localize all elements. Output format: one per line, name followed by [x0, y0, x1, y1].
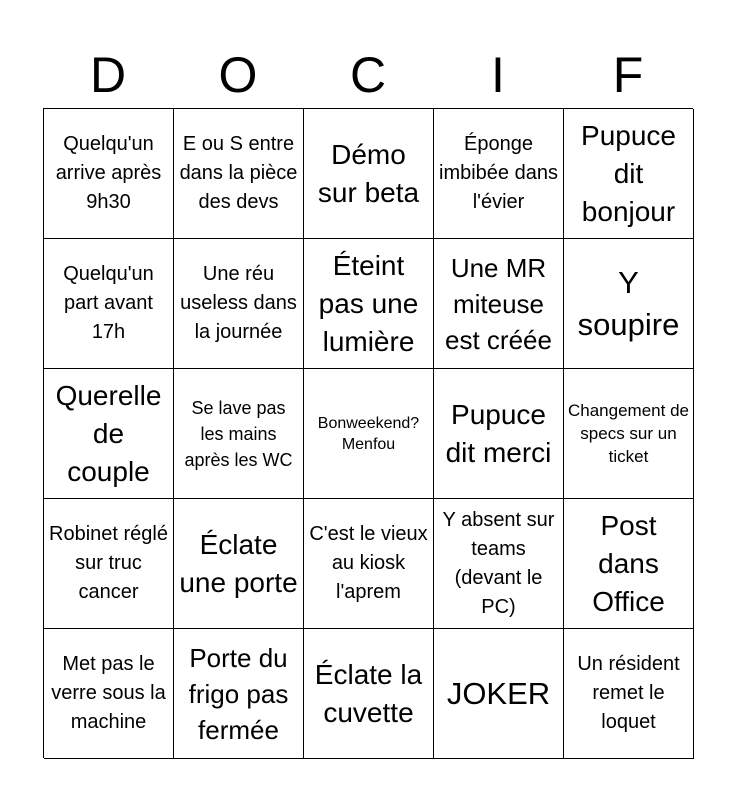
bingo-cell: Se lave pas les mains après les WC: [174, 369, 304, 499]
bingo-cell: E ou S entre dans la pièce des devs: [174, 109, 304, 239]
bingo-grid: [43, 108, 693, 758]
bingo-cell: Éteint pas une lumière: [304, 239, 434, 369]
bingo-header: [43, 44, 693, 106]
bingo-cell: Une réu useless dans la journée: [174, 239, 304, 369]
bingo-cell: Une MR miteuse est créée: [434, 239, 564, 369]
header-letter-o: O: [218, 47, 258, 103]
header-letter-f: F: [612, 47, 644, 103]
bingo-cell: Pupuce dit merci: [434, 369, 564, 499]
bingo-cell: Y soupire: [564, 239, 694, 369]
bingo-cell: Éponge imbibée dans l'évier: [434, 109, 564, 239]
header-letter-c: C: [349, 47, 387, 103]
bingo-cell: Quelqu'un arrive après 9h30: [44, 109, 174, 239]
bingo-cell: Un résident remet le loquet: [564, 629, 694, 759]
bingo-cell-free: Bonweekend? Menfou: [304, 369, 434, 499]
bingo-cell: Porte du frigo pas fermée: [174, 629, 304, 759]
bingo-cell: C'est le vieux au kiosk l'aprem: [304, 499, 434, 629]
bingo-cell: Post dans Office: [564, 499, 694, 629]
bingo-cell: Démo sur beta: [304, 109, 434, 239]
bingo-cell: JOKER: [434, 629, 564, 759]
bingo-cell: Quelqu'un part avant 17h: [44, 239, 174, 369]
bingo-cell: Éclate une porte: [174, 499, 304, 629]
bingo-cell: Querelle de couple: [44, 369, 174, 499]
header-letter-d: D: [89, 47, 127, 103]
bingo-cell: Pupuce dit bonjour: [564, 109, 694, 239]
bingo-cell: Robinet réglé sur truc cancer: [44, 499, 174, 629]
bingo-cell: Met pas le verre sous la machine: [44, 629, 174, 759]
bingo-cell: Changement de specs sur un ticket: [564, 369, 694, 499]
bingo-cell: Y absent sur teams (devant le PC): [434, 499, 564, 629]
bingo-cell: Éclate la cuvette: [304, 629, 434, 759]
header-letter-i: I: [491, 47, 505, 103]
